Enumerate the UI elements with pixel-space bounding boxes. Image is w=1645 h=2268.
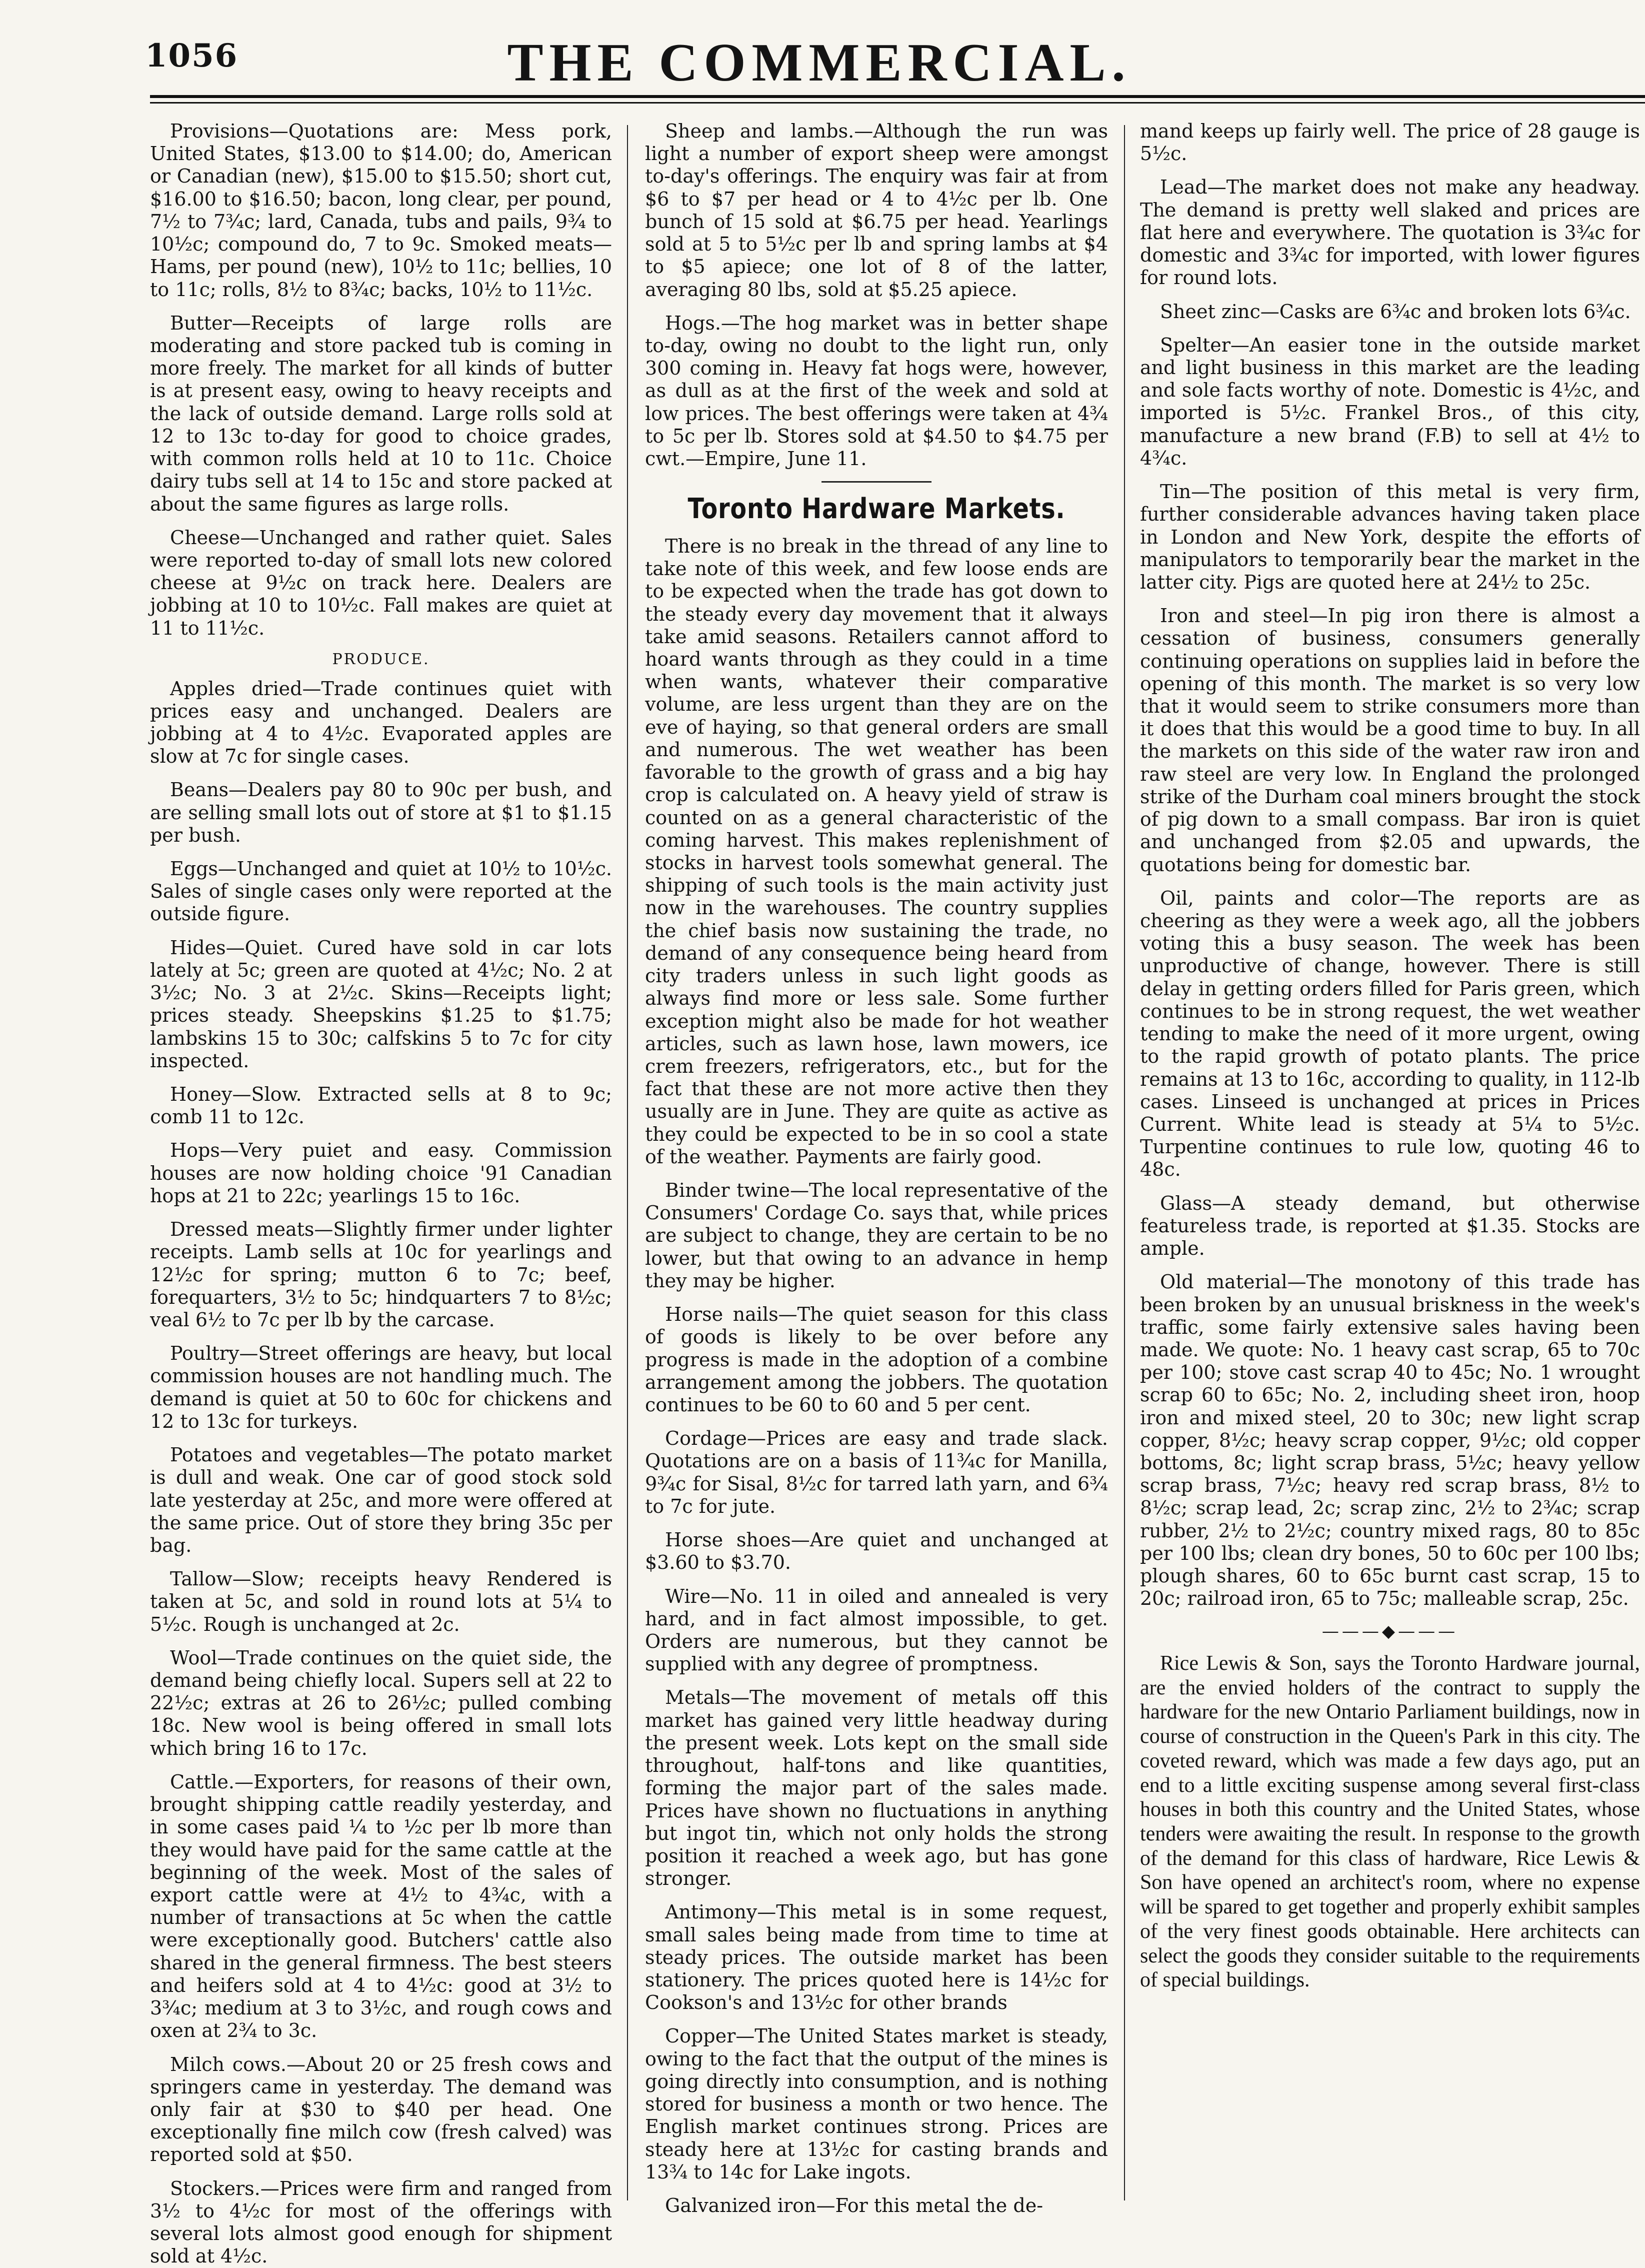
paragraph-honey: Honey—Slow. Extracted sells at 8 to 9c; comb 11 to 12c. bbox=[150, 1083, 612, 1128]
paragraph-rice-lewis: Rice Lewis & Son, says the Toronto Hardware journal, are the envied holders of the contract to supply the hardware for the new Ontario Parliament buildings, now in course of construction in the Queen's Park in this city. The coveted reward, which was made a few days ago, put an end to a little exciting suspense among several first-class houses in both this country and the United States, whose tenders were awaiting the result. In response to the growth of the demand for this class of hardware, Rice Lewis & Son have opened an architect's room, where no expense will be spared to get together and properly exhibit samples of the very finest goods obtainable. Here architects can select the goods they consider suitable to the requirements of special buildings. bbox=[1140, 1652, 1640, 1992]
paragraph-tin: Tin—The position of this metal is very firm, further considerable advances having taken place in London and New York, despite the efforts of manipulators to temporarily bear the market in the latter city. Pigs are quoted here at 24½ to 25c. bbox=[1140, 481, 1640, 593]
section-heading-hardware: Toronto Hardware Markets. bbox=[688, 493, 1066, 526]
paragraph-sheep-lambs: Sheep and lambs.—Although the run was light a number of export sheep were amongst to-day's offerings. The enquiry was fair at from $6 to $7 per head or 4 to 4½c per lb. One bunch of 15 sold at $6.75 per head. Yearlings sold at 5 to 5½c per lb and spring lambs at $4 to $5 apiece; one lot of 8 of the latter, averaging 80 lbs, sold at $5.25 apiece. bbox=[645, 120, 1108, 301]
paragraph-iron-steel: Iron and steel—In pig iron there is almost a cessation of business, consumers generally continuing operations on supplies laid in before the opening of this month. The market is so very low that it would seem to strike consumers more than it does that this would be a good time to buy. In all the markets on this side of the water raw iron and raw steel are very low. In England the prolonged strike of the Durham coal miners brought the stock of pig down to a small compass. Bar iron is quiet and unchanged from $2.05 and upwards, the quotations being for domestic bar. bbox=[1140, 605, 1640, 876]
masthead-rule-thick bbox=[150, 95, 1645, 98]
column-divider bbox=[1124, 125, 1125, 2200]
paragraph-hops: Hops—Very puiet and easy. Commission houses are now holding choice '91 Canadian hops at 21 to 22c; yearlings 15 to 16c. bbox=[150, 1139, 612, 1207]
paragraph-lead: Lead—The market does not make any headway. The demand is pretty well slaked and prices are flat here and everywhere. The quotation is 3¾c for domestic and 3¾c for imported, with lower figures for round lots. bbox=[1140, 176, 1640, 289]
page-number: 1056 bbox=[145, 37, 238, 75]
produce-label: PRODUCE. bbox=[332, 650, 430, 668]
paragraph-stockers: Stockers.—Prices were firm and ranged from 3½ to 4½c for most of the offerings with several lots almost good enough for shipment sold at 4½c. bbox=[150, 2177, 612, 2267]
paragraph-potatoes: Potatoes and vegetables—The potato market is dull and weak. One car of good stock sold late yesterday at 25c, and more were offered at the same price. Out of store they bring 35c per bag. bbox=[150, 1444, 612, 1556]
paragraph-antimony: Antimony—This metal is in some request, small sales being made from time to time at steady prices. The outside market has been stationery. The prices quoted here is 14½c for Cookson's and 13½c for other brands bbox=[645, 1901, 1108, 2014]
paragraph-horse-shoes: Horse shoes—Are quiet and unchanged at $3.60 to $3.70. bbox=[645, 1529, 1108, 1574]
paragraph-beans: Beans—Dealers pay 80 to 90c per bush, and are selling small lots out of store at $1 to $1.15 per bush. bbox=[150, 779, 612, 846]
paragraph-binder-twine: Binder twine—The local representative of the Consumers' Cordage Co. says that, while prices are subject to change, they are certain to be no lower, but that owing to an advance in hemp they may be higher. bbox=[645, 1179, 1108, 1292]
column-3 bbox=[1140, 120, 1640, 2210]
paragraph-copper: Copper—The United States market is steady, owing to the fact that the output of the mines is going directly into consumption, and is nothing stored for business a month or two hence. The English market continues strong. Prices are steady here at 13½c for casting brands and 13¾ to 14c for Lake ingots. bbox=[645, 2025, 1108, 2183]
paragraph-poultry: Poultry—Street offerings are heavy, but local commission houses are not handling much. The demand is quiet at 50 to 60c for chickens and 12 to 13c for turkeys. bbox=[150, 1342, 612, 1432]
paragraph-tallow: Tallow—Slow; receipts heavy Rendered is taken at 5c, and sold in round lots at 5¼ to 5½c. Rough is unchanged at 2c. bbox=[150, 1568, 612, 1635]
paragraph-wire: Wire—No. 11 in oiled and annealed is very hard, and in fact almost impossible, to get. Orders are numerous, but they cannot be supplied with any degree of promptness. bbox=[645, 1585, 1108, 1675]
paragraph-old-material: Old material—The monotony of this trade has been broken by an unusual briskness in the week's traffic, some fairly extensive sales having been made. We quote: No. 1 heavy cast scrap, 65 to 70c per 100; stove cast scrap 40 to 45c; No. 1 wrought scrap 60 to 65c; No. 2, including sheet iron, hoop iron and mixed steel, 20 to 30c; new light scrap copper, 8½c; heavy scrap copper, 9½c; old copper bottoms, 8c; light scrap brass, 5½c; heavy yellow scrap brass, 7½c; heavy red scrap brass, 8½ to 8½c; scrap lead, 2c; scrap zinc, 2½ to 2¾c; scrap rubber, 2½ to 2½c; country mixed rags, 80 to 85c per 100 lbs; clean dry bones, 50 to 60c per 100 lbs; plough shares, 60 to 65c burnt cast scrap, 15 to 20c; railroad iron, 65 to 75c; malleable scrap, 25c. bbox=[1140, 1271, 1640, 1610]
section-rule bbox=[822, 481, 932, 483]
paragraph-galvanized-iron: Galvanized iron—For this metal the de- bbox=[665, 2194, 1044, 2216]
paragraph-oil-paints: Oil, paints and color—The reports are as cheering as they were a week ago, all the jobbers voting this a busy season. The week has been unproductive of change, however. There is still delay in getting orders filled for Paris green, which continues to be in strong request, the wet weather tending to make the need of it more urgent, owing to the rapid growth of potato plants. The price remains at 13 to 16c, according to quality, in 112-lb cases. Linseed is unchanged at prices in Prices Current. White lead is steady at 5¼ to 5½c. Turpentine continues to rule low, quoting 46 to 48c. bbox=[1140, 887, 1640, 1181]
paragraph-spelter: Spelter—An easier tone in the outside market and light business in this market are the leading and sole facts worthy of note. Domestic is 4½c, and imported is 5½c. Frankel Bros., of this city, manufacture a new brand (F.B) to sell at 4½ to 4¾c. bbox=[1140, 334, 1640, 469]
paragraph-provisions: Provisions—Quotations are: Mess pork, United States, $13.00 to $14.00; do, American or Canadian (new), $15.00 to $15.50; short cut, $16.00 to $16.50; bacon, long clear, per pound, 7½ to 7¾c; lard, Canada, tubs and pails, 9¾ to 10½c; compound do, 7 to 9c. Smoked meats—Hams, per pound (new), 10½ to 11c; bellies, 10 to 11c; rolls, 8½ to 8¾c; backs, 10½ to 11½c. bbox=[150, 120, 612, 301]
ornament-divider: ———◆——— bbox=[1322, 1621, 1458, 1641]
paragraph-hogs: Hogs.—The hog market was in better shape to-day, owing no doubt to the light run, only 300 coming in. Heavy fat hogs were, however, as dull as at the first of the week and sold at low prices. The best offerings were taken at 4¾ to 5c per lb. Stores sold at $4.50 to $4.75 per cwt.—Empire, June 11. bbox=[645, 312, 1108, 470]
paragraph-cheese: Cheese—Unchanged and rather quiet. Sales were reported to-day of small lots new colored cheese at 9½c on track here. Dealers are jobbing at 10 to 10½c. Fall makes are quiet at 11 to 11½c. bbox=[150, 526, 612, 639]
paragraph-milch-cows: Milch cows.—About 20 or 25 fresh cows and springers came in yesterday. The demand was only fair at $30 to $40 per head. One exceptionally fine milch cow (fresh calved) was reported sold at $50. bbox=[150, 2053, 612, 2166]
paragraph-eggs: Eggs—Unchanged and quiet at 10½ to 10½c. Sales of single cases only were reported at the outside figure. bbox=[150, 858, 612, 925]
paragraph-horse-nails: Horse nails—The quiet season for this class of goods is likely to be over before any progress is made in the adoption of a combine arrangement among the jobbers. The quotation continues to be 60 to 60 and 5 per cent. bbox=[645, 1303, 1108, 1416]
paragraph-dressed-meats: Dressed meats—Slightly firmer under lighter receipts. Lamb sells at 10c for yearlings and 12½c for spring; mutton 6 to 7c; beef, forequarters, 3½ to 5c; hindquarters 7 to 8½c; veal 6½ to 7c per lb by the carcase. bbox=[150, 1218, 612, 1331]
paragraph-cattle: Cattle.—Exporters, for reasons of their own, brought shipping cattle readily yesterday, and in some cases paid ¼ to ½c per lb more than they would have paid for the same cattle at the beginning of the week. Most of the sales of export cattle were at 4½ to 4¾c, with a number of transactions at 5c when the cattle were exceptionally good. Butchers' cattle also shared in the general firmness. The best steers and heifers sold at 4 to 4½c: good at 3½ to 3¾c; medium at 3 to 3½c, and rough cows and oxen at 2¾ to 3c. bbox=[150, 1770, 612, 2042]
paragraph-hardware-intro: There is no break in the thread of any line to take note of this week, and few loose ends are to be expected when the trade has got down to the steady every day movement that it always take amid seasons. Retailers cannot afford to hoard wants through as they could in a time when wants, whatever their comparative volume, are less urgent than they are on the eve of haying, so that general orders are small and numerous. The wet weather has been favorable to the growth of grass and a big hay crop is calculated on. A heavy yield of straw is counted on as a general characteristic of the coming harvest. This makes replenishment of stocks in harvest tools somewhat general. The shipping of such tools is the main activity just now in the warehouses. The country supplies the chief basis now sustaining the trade, no demand of any consequence being heard from city traders unless in such light goods as always find more or less sale. Some further exception might also be made for hot weather articles, such as lawn hose, lawn mowers, ice crem freezers, refrigerators, etc., but for the fact that these are not more active then they usually are in June. They are quite as active as they could be expected to be in so cool a state of the weather. Payments are fairly good. bbox=[645, 535, 1108, 1168]
paragraph-metals: Metals—The movement of metals off this market has gained very little headway during the present week. Lots kept on the small side throughout, half-tons and like quantities, forming the major part of the sales made. Prices have shown no fluctuations in anything but ingot tin, which not only holds the strong position it reached a week ago, but has gone stronger. bbox=[645, 1686, 1108, 1890]
paragraph-butter: Butter—Receipts of large rolls are moderating and store packed tub is coming in more freely. The market for all kinds of butter is at present easy, owing to heavy receipts and the lack of outside demand. Large rolls sold at 12 to 13c to-day for good to choice grades, with common rolls held at 10 to 11c. Choice dairy tubs sell at 14 to 15c and store packed at about the same figures as large rolls. bbox=[150, 312, 612, 515]
paragraph-glass: Glass—A steady demand, but otherwise featureless trade, is reported at $1.35. Stocks are ample. bbox=[1140, 1192, 1640, 1260]
masthead-rule-thin bbox=[150, 102, 1645, 104]
paragraph-galvanized-cont: mand keeps up fairly well. The price of 28 gauge is 5½c. bbox=[1140, 120, 1640, 165]
paragraph-cordage: Cordage—Prices are easy and trade slack. Quotations are on a basis of 11¾c for Manilla, 9¾c for Sisal, 8½c for tarred lath yarn, and 6¾ to 7c for jute. bbox=[645, 1427, 1108, 1517]
paragraph-sheet-zinc: Sheet zinc—Casks are 6¾c and broken lots 6¾c. bbox=[1160, 300, 1631, 323]
column-2 bbox=[645, 120, 1108, 2216]
paragraph-apples: Apples dried—Trade continues quiet with prices easy and unchanged. Dealers are jobbing at 4 to 4½c. Evaporated apples are slow at 7c for single cases. bbox=[150, 677, 612, 768]
masthead: THE COMMERCIAL. bbox=[507, 33, 1132, 93]
column-1 bbox=[150, 120, 612, 2267]
paragraph-hides: Hides—Quiet. Cured have sold in car lots lately at 5c; green are quoted at 4½c; No. 2 at 3½c; No. 3 at 2½c. Skins—Receipts light; prices steady. Sheepskins $1.25 to $1.75; lambskins 15 to 30c; calfskins 5 to 7c for city inspected. bbox=[150, 936, 612, 1072]
paragraph-wool: Wool—Trade continues on the quiet side, the demand being chiefly local. Supers sell at 22 to 22½c; extras at 26 to 26½c; pulled combing 18c. New wool is being offered in small lots which bring 16 to 17c. bbox=[150, 1646, 612, 1759]
column-divider bbox=[627, 125, 628, 2200]
